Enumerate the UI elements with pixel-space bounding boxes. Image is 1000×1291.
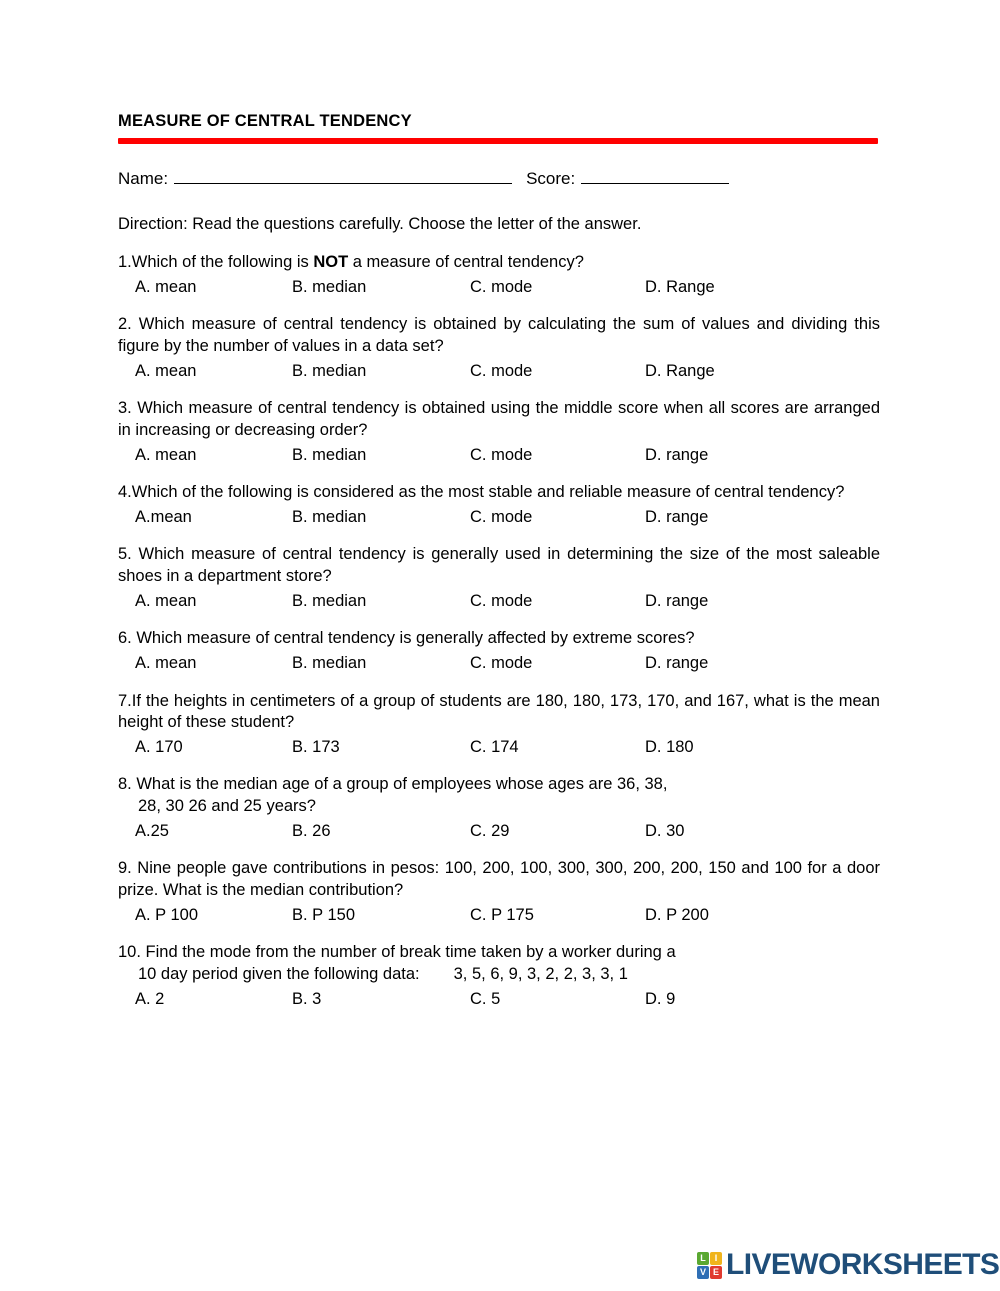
question-2-option-d[interactable]: D. Range xyxy=(645,361,715,380)
title-underline-rule xyxy=(118,138,878,144)
question-6-option-d[interactable]: D. range xyxy=(645,654,709,673)
question-7-text: 7.If the heights in centimeters of a group of students are 180, 180, 173, 170, and 167, what is the mean height of these student? xyxy=(118,691,880,732)
worksheet-body xyxy=(118,112,880,1010)
page-title: MEASURE OF CENTRAL TENDENCY xyxy=(118,112,412,130)
question-3-option-b[interactable]: B. median xyxy=(292,445,367,464)
question-1-option-b[interactable]: B. median xyxy=(292,277,367,296)
question-7-option-c[interactable]: C. 174 xyxy=(470,738,519,757)
question-10-text xyxy=(118,942,880,986)
question-3-text: 3. Which measure of central tendency is obtained using the middle score when all scores are arranged in increasing or decreasing order? xyxy=(118,399,880,439)
question-8-line-1: 8. What is the median age of a group of employees whose ages are 36, 38, xyxy=(118,775,668,794)
question-10-options xyxy=(118,989,880,1010)
question-4-options xyxy=(118,507,880,528)
question-10-line-1: 10. Find the mode from the number of break time taken by a worker during a xyxy=(118,943,676,962)
question-7-option-b[interactable]: B. 173 xyxy=(292,738,340,757)
question-5-text: 5. Which measure of central tendency is generally used in determining the size of the most saleable shoes in a department store? xyxy=(118,545,880,586)
question-2-options xyxy=(118,361,880,382)
question-8-option-d[interactable]: D. 30 xyxy=(645,822,685,841)
question-9-options xyxy=(118,905,880,926)
question-5-option-c[interactable]: C. mode xyxy=(470,591,533,610)
name-label: Name: xyxy=(118,168,169,188)
question-2-text: 2. Which measure of central tendency is obtained by calculating the sum of values and dividing this figure by the number of values in a data set? xyxy=(118,315,880,355)
question-2-option-b[interactable]: B. median xyxy=(292,361,367,380)
logo-tile-l: L xyxy=(697,1252,709,1265)
direction-text: Direction: Read the questions carefully. Choose the letter of the answer. xyxy=(118,215,642,234)
question-9-option-d[interactable]: D. P 200 xyxy=(645,905,709,924)
question-10 xyxy=(118,942,880,1010)
logo-tiles-icon xyxy=(697,1252,722,1279)
question-2-option-a[interactable]: A. mean xyxy=(135,361,197,380)
logo-tile-e: E xyxy=(710,1266,722,1279)
question-8-line-2: 28, 30 26 and 25 years? xyxy=(138,797,316,816)
name-score-row xyxy=(118,168,880,190)
question-6 xyxy=(118,628,880,674)
question-1-text xyxy=(118,252,880,274)
question-1-options xyxy=(118,277,880,298)
logo-tile-i: I xyxy=(710,1252,722,1265)
logo-tile-v: V xyxy=(697,1266,709,1279)
question-8-option-b[interactable]: B. 26 xyxy=(292,822,331,841)
question-10-option-a[interactable]: A. 2 xyxy=(135,989,165,1008)
logo-wordmark: LIVEWORKSHEETS xyxy=(726,1248,1000,1281)
question-9 xyxy=(118,858,880,926)
question-5-options xyxy=(118,591,880,612)
question-5-option-b[interactable]: B. median xyxy=(292,591,367,610)
question-3-option-a[interactable]: A. mean xyxy=(135,445,197,464)
question-1-option-a[interactable]: A. mean xyxy=(135,277,197,296)
question-9-option-c[interactable]: C. P 175 xyxy=(470,905,534,924)
question-6-option-b[interactable]: B. median xyxy=(292,654,367,673)
liveworksheets-logo[interactable] xyxy=(697,1250,999,1280)
question-10-line-2 xyxy=(118,964,880,986)
question-2 xyxy=(118,314,880,382)
question-7-option-a[interactable]: A. 170 xyxy=(135,738,183,757)
question-1-option-c[interactable]: C. mode xyxy=(470,277,533,296)
question-1 xyxy=(118,252,880,298)
question-1-part2: a measure of central tendency? xyxy=(348,253,584,271)
question-4-text: 4.Which of the following is considered as the most stable and reliable measure of central tendency? xyxy=(118,483,845,502)
question-10-line-2-prompt: 10 day period given the following data: xyxy=(138,965,420,984)
score-label: Score: xyxy=(526,168,576,188)
question-5 xyxy=(118,544,880,612)
question-8-option-a[interactable]: A.25 xyxy=(135,822,169,841)
question-10-option-c[interactable]: C. 5 xyxy=(470,989,501,1008)
question-5-option-d[interactable]: D. range xyxy=(645,591,709,610)
question-7-option-d[interactable]: D. 180 xyxy=(645,738,694,757)
question-4-option-a[interactable]: A.mean xyxy=(135,507,192,526)
question-1-bold-not: NOT xyxy=(313,253,349,271)
question-10-option-b[interactable]: B. 3 xyxy=(292,989,322,1008)
question-8 xyxy=(118,774,880,842)
question-8-text xyxy=(118,774,880,818)
question-6-option-c[interactable]: C. mode xyxy=(470,654,533,673)
question-10-option-d[interactable]: D. 9 xyxy=(645,989,676,1008)
question-4-option-c[interactable]: C. mode xyxy=(470,507,533,526)
question-3-option-d[interactable]: D. range xyxy=(645,445,709,464)
question-6-text: 6. Which measure of central tendency is generally affected by extreme scores? xyxy=(118,629,695,648)
question-7 xyxy=(118,691,880,759)
score-input-line[interactable] xyxy=(581,169,729,184)
question-4-option-b[interactable]: B. median xyxy=(292,507,367,526)
question-8-options xyxy=(118,821,880,842)
question-6-options xyxy=(118,653,880,674)
question-8-option-c[interactable]: C. 29 xyxy=(470,822,510,841)
question-6-option-a[interactable]: A. mean xyxy=(135,654,197,673)
name-input-line[interactable] xyxy=(174,169,512,184)
question-7-options xyxy=(118,737,880,758)
question-9-option-b[interactable]: B. P 150 xyxy=(292,905,355,924)
question-2-option-c[interactable]: C. mode xyxy=(470,361,533,380)
question-10-data-values: 3, 5, 6, 9, 3, 2, 2, 3, 3, 1 xyxy=(453,965,628,984)
question-1-option-d[interactable]: D. Range xyxy=(645,277,715,296)
question-3-options xyxy=(118,445,880,466)
question-4 xyxy=(118,482,880,528)
question-1-part1: 1.Which of the following is xyxy=(118,253,314,271)
question-5-option-a[interactable]: A. mean xyxy=(135,591,197,610)
question-9-option-a[interactable]: A. P 100 xyxy=(135,905,198,924)
question-4-option-d[interactable]: D. range xyxy=(645,507,709,526)
question-3-option-c[interactable]: C. mode xyxy=(470,445,533,464)
question-9-text: 9. Nine people gave contributions in pesos: 100, 200, 100, 300, 300, 200, 200, 150 and 100 for a door prize. What is the median contribution? xyxy=(118,859,880,900)
question-3 xyxy=(118,398,880,466)
